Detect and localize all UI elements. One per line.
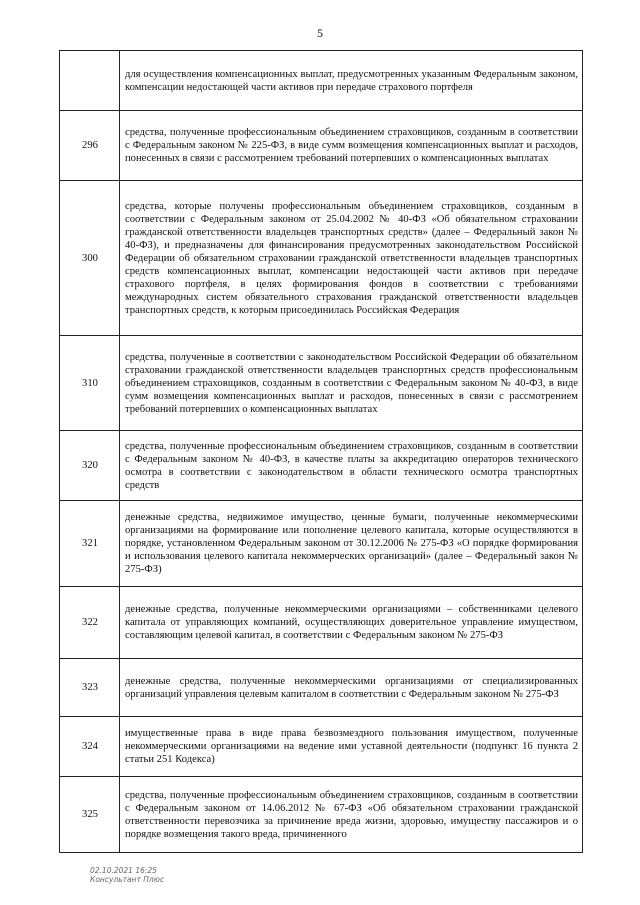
row-code: 321 bbox=[60, 501, 120, 587]
row-code: 296 bbox=[60, 111, 120, 181]
row-description: средства, полученные профессиональным объединением страховщиков, созданным в соответствии с Федеральным законом от 14.06.2012 № 67-ФЗ «Об обязательном страховании гражданской ответственности перевозчика за причинение вреда жизни, здоровью, имуществу пассажиров и о порядке возмещения такого вреда, причиненного bbox=[120, 777, 583, 853]
row-code: 322 bbox=[60, 587, 120, 659]
footer-timestamp: 02.10.2021 16:25 bbox=[90, 866, 157, 875]
row-description: денежные средства, недвижимое имущество, ценные бумаги, полученные некоммерческими организациями на формирование или пополнение целевого капитала, которые осуществляются в порядке, установленном Федеральным законом от 30.12.2006 № 275-ФЗ «О порядке формирования и использования целевого капитала некоммерческих организаций» (далее – Федеральный закон № 275-ФЗ) bbox=[120, 501, 583, 587]
table-row bbox=[60, 659, 583, 717]
table-row bbox=[60, 587, 583, 659]
income-codes-table bbox=[59, 50, 583, 853]
footer-source: Консультант Плюс bbox=[90, 875, 165, 884]
row-description: средства, которые получены профессиональным объединением страховщиков, созданным в соответствии с Федеральным законом от 25.04.2002 № 40-ФЗ «Об обязательном страховании гражданской ответственности владельцев транспортных средств» (далее – Федеральный закон № 40-ФЗ), и предназначены для финансирования предусмотренных законодательством Российской Федерации об обязательном страховании гражданской ответственности владельцев транспортных средств компенсационных выплат, компенсации недостающей части активов при передаче страхового портфеля, в целях формирования фондов в соответствии с требованиями международных систем обязательного страхования гражданской ответственности владельцев транспортных средств, к которым присоединилась Российская Федерация bbox=[120, 181, 583, 336]
row-code: 325 bbox=[60, 777, 120, 853]
table-row bbox=[60, 111, 583, 181]
row-code: 300 bbox=[60, 181, 120, 336]
row-description: денежные средства, полученные некоммерческими организациями – собственниками целевого капитала от управляющих компаний, осуществляющих доверительное управление имуществом, составляющим целевой капитал, в соответствии с Федеральным законом № 275-ФЗ bbox=[120, 587, 583, 659]
table-row bbox=[60, 717, 583, 777]
table-row bbox=[60, 431, 583, 501]
row-description: для осуществления компенсационных выплат, предусмотренных указанным Федеральным законом, компенсации недостающей части активов при передаче страхового портфеля bbox=[120, 51, 583, 111]
table-row bbox=[60, 181, 583, 336]
row-description: средства, полученные профессиональным объединением страховщиков, созданным в соответствии с Федеральным законом № 40-ФЗ, в качестве платы за аккредитацию операторов технического осмотра в соответствии с законодательством в области технического осмотра транспортных средств bbox=[120, 431, 583, 501]
row-description: средства, полученные профессиональным объединением страховщиков, созданным в соответствии с Федеральным законом № 225-ФЗ, в виде сумм возмещения компенсационных выплат и расходов, понесенных в связи с рассмотрением требований потерпевших о компенсационных выплатах bbox=[120, 111, 583, 181]
row-code: 310 bbox=[60, 336, 120, 431]
table-row bbox=[60, 51, 583, 111]
row-code: 323 bbox=[60, 659, 120, 717]
row-code bbox=[60, 51, 120, 111]
table-row bbox=[60, 336, 583, 431]
table-row bbox=[60, 501, 583, 587]
row-code: 324 bbox=[60, 717, 120, 777]
row-description: средства, полученные в соответствии с законодательством Российской Федерации об обязательном страховании гражданской ответственности владельцев транспортных средств профессиональным объединением страховщиков, созданным в соответствии с Федеральным законом № 40-ФЗ, в виде сумм возмещения компенсационных выплат и расходов, понесенных в связи с рассмотрением требований потерпевших о компенсационных выплатах bbox=[120, 336, 583, 431]
row-description: денежные средства, полученные некоммерческими организациями от специализированных организаций управления целевым капиталом в соответствии с Федеральным законом № 275-ФЗ bbox=[120, 659, 583, 717]
document-footer-stamp bbox=[90, 866, 164, 884]
row-code: 320 bbox=[60, 431, 120, 501]
page-number: 5 bbox=[317, 26, 323, 40]
row-description: имущественные права в виде права безвозмездного пользования имуществом, полученные некоммерческими организациями на ведение ими уставной деятельности (подпункт 16 пункта 2 статьи 251 Кодекса) bbox=[120, 717, 583, 777]
table-row bbox=[60, 777, 583, 853]
